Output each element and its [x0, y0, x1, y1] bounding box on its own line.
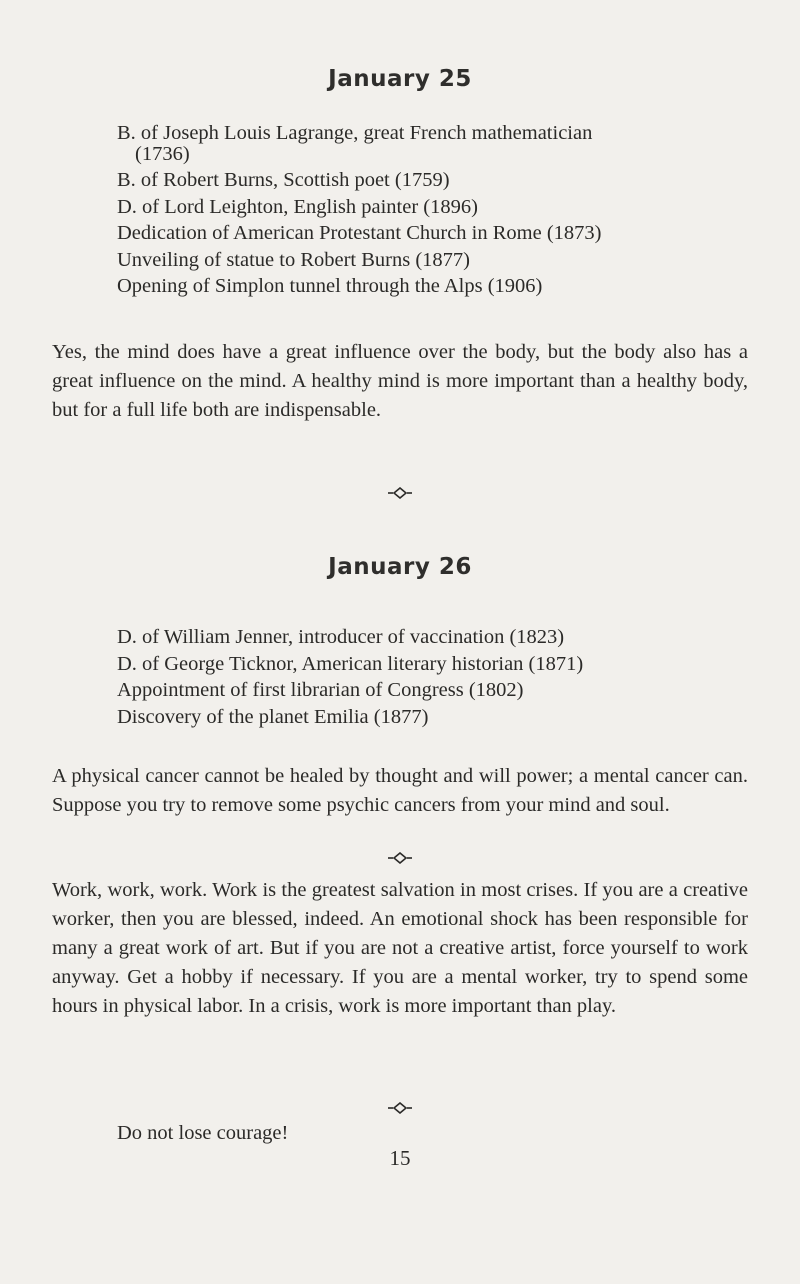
events-list-january-26 — [117, 624, 757, 730]
event-entry: Appointment of first librarian of Congress (1802) — [117, 679, 524, 701]
reflection-paragraph: Work, work, work. Work is the greatest salvation in most crises. If you are a creative worker, then you are blessed, indeed. An emotional shock has been responsible for many a great work of art. But if you are not a creative artist, force yourself to work anyway. Get a hobby if necessary. If you are a mental worker, try to spend some hours in physical labor. In a crisis, work is more important than play. — [52, 879, 748, 1017]
reflection-paragraph: A physical cancer cannot be healed by thought and will power; a mental cancer can. Suppose you try to remove some psychic cancers from your mind and soul. — [52, 765, 748, 816]
date-heading-january-25: January 25 — [328, 66, 472, 92]
event-entry-continuation: (1736) — [135, 142, 190, 165]
events-list-january-25 — [117, 120, 757, 300]
event-entry: D. of William Jenner, introducer of vaccination (1823) — [117, 626, 565, 648]
diamond-ornament-icon — [388, 852, 412, 864]
page-number: 15 — [389, 1146, 411, 1170]
event-entry: Unveiling of statue to Robert Burns (1877) — [117, 248, 471, 271]
event-entry: Dedication of American Protestant Church in Rome (1873) — [117, 222, 602, 244]
diamond-ornament-icon — [388, 487, 412, 499]
date-heading-january-26: January 26 — [328, 554, 472, 580]
event-entry: B. of Robert Burns, Scottish poet (1759) — [117, 169, 450, 191]
closing-line: Do not lose courage! — [117, 1122, 289, 1144]
event-entry: D. of George Ticknor, American literary historian (1871) — [117, 652, 584, 675]
event-entry: D. of Lord Leighton, English painter (1896) — [117, 195, 478, 218]
reflection-paragraph: Yes, the mind does have a great influence over the body, but the body also has a great influence on the mind. A healthy mind is more important than a healthy body, but for a full life both are indispensable. — [52, 341, 748, 421]
diamond-ornament-icon — [388, 1102, 412, 1114]
event-entry: B. of Joseph Louis Lagrange, great French mathematician — [117, 122, 593, 144]
event-entry: Opening of Simplon tunnel through the Alps (1906) — [117, 275, 543, 297]
event-entry: Discovery of the planet Emilia (1877) — [117, 705, 429, 728]
